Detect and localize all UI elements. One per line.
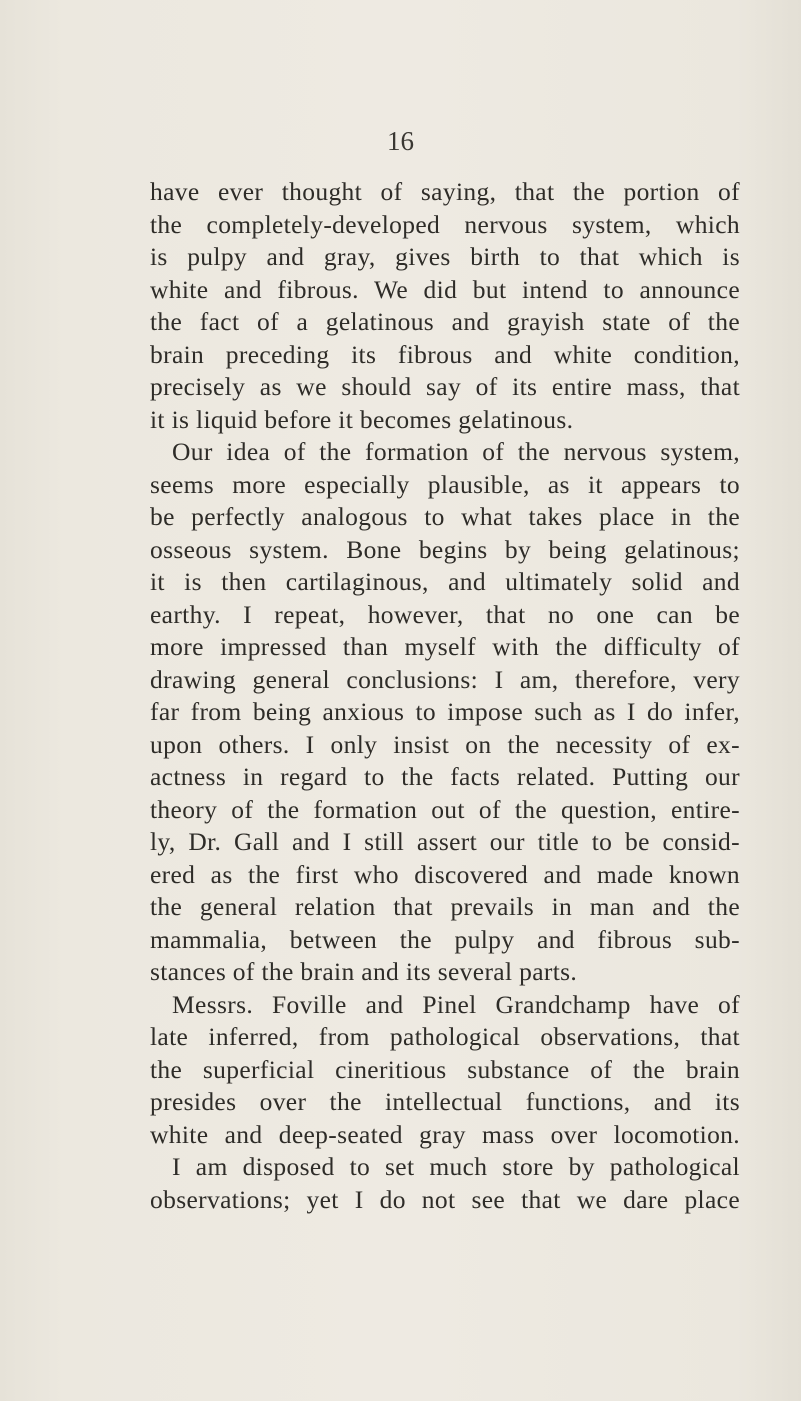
text-line: have ever thought of saying, that the portion of bbox=[150, 177, 740, 206]
text-line: theory of the formation out of the question, entire- bbox=[150, 794, 740, 824]
text-line: seems more especially plausible, as it appears to bbox=[150, 469, 740, 499]
text-line: the general relation that prevails in man and the bbox=[150, 892, 740, 921]
text-line: I am disposed to set much store by pathological bbox=[172, 1152, 740, 1181]
text-line: drawing general conclusions: I am, therefore, very bbox=[150, 664, 740, 694]
text-line: the superficial cineritious substance of the brain bbox=[150, 1054, 740, 1084]
text-line: it is then cartilaginous, and ultimately solid and bbox=[150, 567, 740, 596]
text-line: precisely as we should say of its entire mass, that bbox=[150, 372, 740, 401]
text-line: it is liquid before it becomes gelatinous. bbox=[150, 404, 574, 434]
text-line: brain preceding its fibrous and white condition, bbox=[150, 339, 740, 369]
text-line: observations; yet I do not see that we dare place bbox=[150, 1184, 740, 1214]
text-line: Messrs. Foville and Pinel Grandchamp have of bbox=[172, 989, 740, 1019]
text-line: mammalia, between the pulpy and fibrous sub- bbox=[150, 924, 740, 954]
text-line: white and deep-seated gray mass over locomotion. bbox=[150, 1119, 740, 1149]
text-line: Our idea of the formation of the nervous system, bbox=[172, 437, 740, 466]
text-line: more impressed than myself with the difficulty of bbox=[150, 632, 740, 661]
text-line: osseous system. Bone begins by being gelatinous; bbox=[150, 534, 740, 564]
text-line: stances of the brain and its several parts. bbox=[150, 957, 578, 986]
text-line: far from being anxious to impose such as I do infer, bbox=[150, 697, 740, 726]
page-number: 16 bbox=[387, 126, 414, 156]
text-line: white and fibrous. We did but intend to announce bbox=[150, 274, 740, 304]
text-line: the fact of a gelatinous and grayish state of the bbox=[150, 307, 740, 336]
text-line: earthy. I repeat, however, that no one can be bbox=[150, 599, 740, 629]
text-line: ly, Dr. Gall and I still assert our title to be consid- bbox=[150, 827, 740, 856]
body-text bbox=[150, 176, 740, 1216]
text-line: late inferred, from pathological observations, that bbox=[150, 1022, 740, 1051]
text-line: be perfectly analogous to what takes place in the bbox=[150, 502, 740, 531]
text-line: is pulpy and gray, gives birth to that which is bbox=[150, 242, 740, 271]
text-line: presides over the intellectual functions, and its bbox=[150, 1087, 740, 1116]
text-line: the completely-developed nervous system, which bbox=[150, 209, 740, 239]
text-line: actness in regard to the facts related. Putting our bbox=[150, 762, 740, 791]
text-line: ered as the first who discovered and made known bbox=[150, 859, 740, 889]
text-line: upon others. I only insist on the necessity of ex- bbox=[150, 729, 740, 759]
